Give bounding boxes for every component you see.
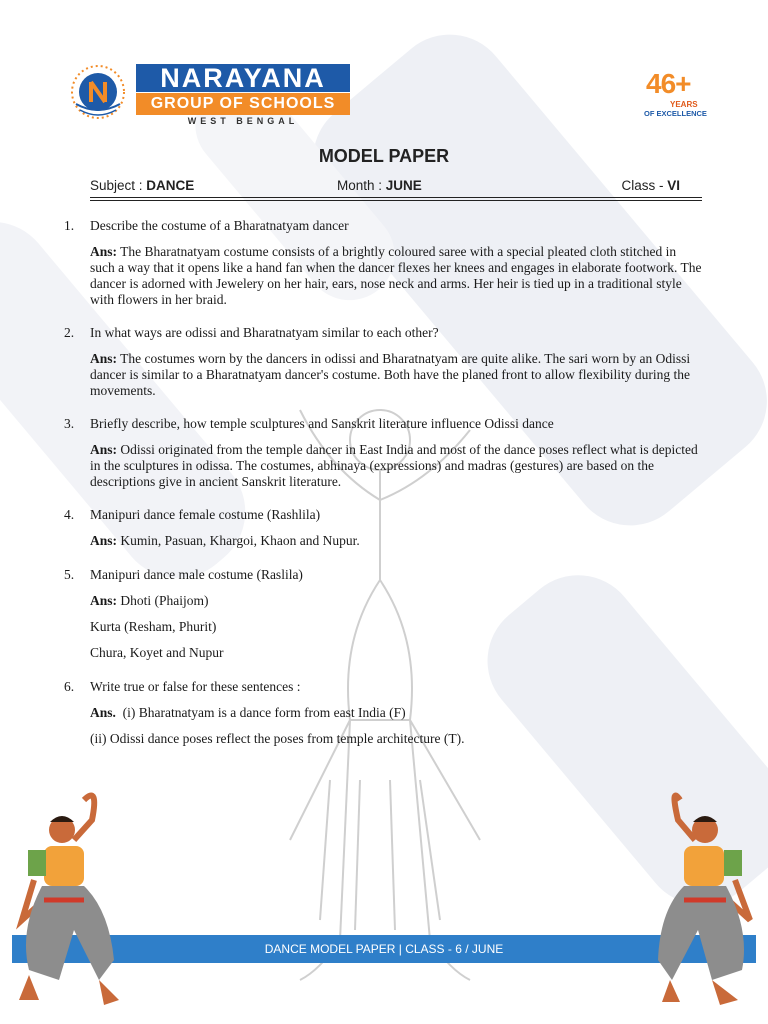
years-number: 46+: [646, 68, 691, 99]
years-of-excellence-badge: [640, 68, 710, 122]
answer-label: Ans:: [90, 244, 118, 259]
answer: [64, 442, 704, 490]
answer-text: (ii) Odissi dance poses reflect the poses from temple architecture (T).: [90, 731, 465, 746]
answer-label: Ans:: [90, 351, 118, 366]
question-number: 3.: [64, 416, 75, 431]
sun-emblem-icon: [64, 60, 132, 122]
answer-label: Ans:: [90, 442, 118, 457]
question-6: [64, 679, 704, 757]
answer-text: Dhoti (Phaijom): [120, 593, 209, 608]
question-text: Describe the costume of a Bharatnatyam dancer: [90, 218, 349, 233]
answer: [64, 351, 704, 399]
answer: [64, 244, 704, 308]
month-value: JUNE: [385, 178, 422, 193]
answer-text: The costumes worn by the dancers in odissi and Bharatnatyam are quite alike. The sari worn by an Odissi dancer is similar to a Bharatnatyam dancer's costume. Both have the planed front to allow flexibility during the movements.: [90, 351, 691, 398]
question-2: [64, 325, 704, 409]
brand-region: WEST BENGAL: [187, 116, 299, 126]
subject-label: Subject :: [90, 178, 147, 193]
answer-text: (i) Bharatnatyam is a dance form from east India (F): [122, 705, 406, 720]
class-value: VI: [667, 178, 680, 193]
question-number: 4.: [64, 507, 75, 522]
brand-subtitle: GROUP OF SCHOOLS: [136, 93, 350, 115]
question-4: [64, 507, 704, 559]
brand-name: NARAYANA: [136, 64, 350, 92]
question-number: 6.: [64, 679, 75, 694]
question-number: 1.: [64, 218, 75, 233]
divider: [90, 197, 702, 198]
school-logo: [64, 60, 364, 130]
question-3: [64, 416, 704, 500]
question-text: Manipuri dance female costume (Rashlila): [90, 507, 321, 522]
month-label: Month :: [337, 178, 386, 193]
question-text: In what ways are odissi and Bharatnatyam similar to each other?: [90, 325, 439, 340]
answer-label: Ans.: [90, 705, 116, 720]
answer: [64, 533, 704, 549]
question-text: Briefly describe, how temple sculptures and Sanskrit literature influence Odissi dance: [90, 416, 554, 431]
answer-text: Odissi originated from the temple dancer in East India and most of the dance poses reflect what is depicted in the sculptures in odissa. The costumes, abhinaya (expressions) and madras (gestures) are based on the descriptions give in ancient Sanskrit literature.: [90, 442, 698, 489]
page-title: MODEL PAPER: [318, 146, 450, 166]
class-label: Class -: [621, 178, 668, 193]
answer-text: Kumin, Pasuan, Khargoi, Khaon and Nupur.: [120, 533, 360, 548]
subject: [90, 178, 194, 193]
question-number: 5.: [64, 567, 75, 582]
answer-text: The Bharatnatyam costume consists of a brightly coloured saree with a special pleated cloth stitched in such a way that it opens like a hand fan when the dancer flexes her knees and engages in elaborate footwork. The dancer is adorned with Jewelery on her hair, ears, nose neck and arms. Her heir is tied up in a traditional style with flowers in her braid.: [90, 244, 702, 307]
footer-bar: DANCE MODEL PAPER | CLASS - 6 / JUNE: [12, 935, 756, 963]
question-1: [64, 218, 704, 318]
question-5: [64, 567, 704, 671]
answer-label: Ans:: [90, 533, 118, 548]
question-number: 2.: [64, 325, 75, 340]
answer-text: Chura, Koyet and Nupur: [90, 645, 224, 660]
month: [337, 178, 422, 193]
answer-text: Kurta (Resham, Phurit): [90, 619, 217, 634]
question-text: Write true or false for these sentences :: [90, 679, 301, 694]
answer: [64, 705, 704, 747]
question-text: Manipuri dance male costume (Raslila): [90, 567, 303, 582]
divider: [90, 200, 702, 201]
years-excellence: OF EXCELLENCE: [644, 109, 707, 118]
dancer-illustration-right: [650, 780, 760, 1010]
dancer-illustration-left: [14, 780, 124, 1010]
answer: [64, 593, 704, 661]
years-word: YEARS: [670, 100, 698, 109]
subject-value: DANCE: [146, 178, 195, 193]
answer-label: Ans:: [90, 593, 118, 608]
class: [621, 178, 680, 193]
